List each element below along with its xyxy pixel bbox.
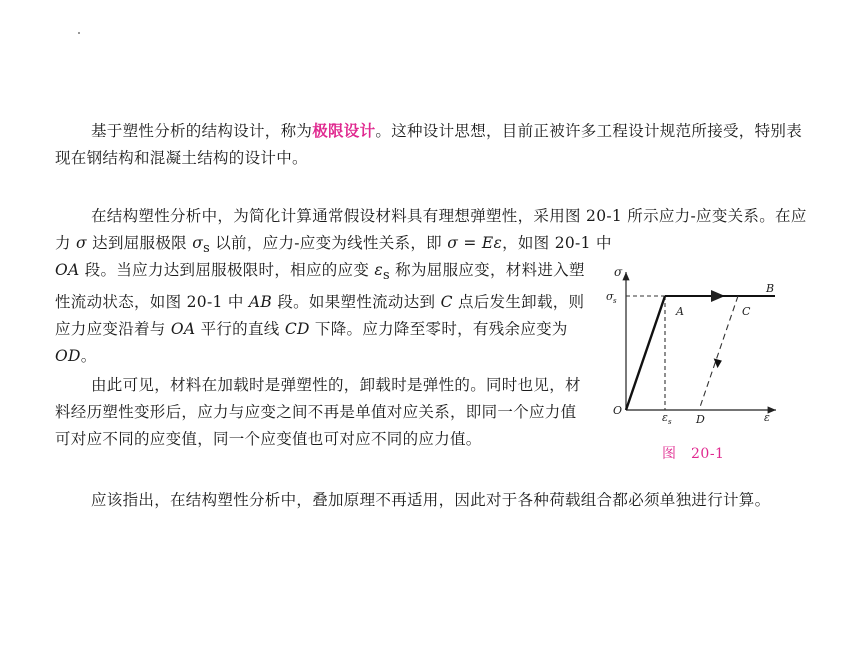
label-eps-s: ε xyxy=(662,411,668,424)
p2-text-10: 下降。应力降至零时，有残余应变为 xyxy=(309,320,568,339)
paragraph-2 xyxy=(55,203,807,262)
p2-text-11: 。 xyxy=(80,347,97,366)
p2-text-9: 平行的直线 xyxy=(195,320,285,339)
label-eps-s-sub: s xyxy=(668,418,672,426)
highlight-term: 极限设计 xyxy=(312,121,376,140)
p2-text-4: ，如图 20-1 中 xyxy=(502,234,612,252)
symbol-epsilon-s-subscript: s xyxy=(383,268,390,284)
line-cd xyxy=(699,296,738,410)
segment-ab: AB xyxy=(248,293,273,312)
label-epsilon: ε xyxy=(764,411,770,424)
stress-strain-figure xyxy=(600,262,790,467)
p2-text-2: 达到屈服极限 xyxy=(86,234,193,252)
paragraph-4 xyxy=(55,487,807,514)
label-c: C xyxy=(742,305,751,318)
symbol-sigma: σ xyxy=(76,234,87,252)
p2-text-8: 点后发生卸载，则应力应变沿着与 xyxy=(55,293,585,339)
p2-text-1: 在结构塑性分析中，为简化计算通常假设材料具有理想弹塑性，采用图 20-1 所示应力-应变关系。在应力 xyxy=(55,207,807,252)
segment-oa-2: OA xyxy=(170,320,196,339)
segment-oa: OA xyxy=(55,261,80,279)
label-sigma: σ xyxy=(614,265,623,279)
formula-hooke: σ = Eε xyxy=(447,234,503,252)
label-b: B xyxy=(766,282,775,295)
paragraph-3 xyxy=(55,372,587,453)
p4-text: 应该指出，在结构塑性分析中，叠加原理不再适用，因此对于各种荷载组合都必须单独进行计算。 xyxy=(91,491,771,509)
point-c: C xyxy=(440,293,453,312)
label-d: D xyxy=(696,413,705,426)
symbol-epsilon-s: ε xyxy=(374,261,383,279)
segment-od: OD xyxy=(55,347,81,366)
p2-text-5: 段。当应力达到屈服极限时，相应的应变 xyxy=(79,261,375,279)
stress-strain-diagram xyxy=(600,262,790,467)
label-a: A xyxy=(676,305,684,318)
line-oa xyxy=(626,296,665,410)
paragraph-1 xyxy=(55,117,807,172)
label-sigma-s: σ xyxy=(606,290,614,303)
stray-dot xyxy=(78,32,80,34)
label-sigma-s-sub: s xyxy=(613,297,617,305)
p2-text-6: 称为屈服应变，材料进入塑性流动状态，如图 20-1 中 xyxy=(55,261,585,312)
symbol-sigma-s-subscript: s xyxy=(203,241,211,257)
paragraph-2-wrap xyxy=(55,257,587,370)
p2-text-7: 段。如果塑性流动达到 xyxy=(272,293,441,312)
p1-text-after: 。这种设计思想，目前正被许多工程设计规范所接受，特别表现在钢结构和混凝土结构的设计中。 xyxy=(55,122,803,167)
p1-text-before: 基于塑性分析的结构设计，称为 xyxy=(91,122,313,140)
p2-text-3: 以前，应力-应变为线性关系，即 xyxy=(210,234,448,252)
segment-cd: CD xyxy=(284,320,310,339)
figure-caption: 图 20-1 xyxy=(662,446,725,462)
p3-text: 由此可见，材料在加载时是弹塑性的，卸载时是弹性的。同时也见，材料经历塑性变形后，应力与应变之间不再是单值对应关系，即同一个应力值可对应不同的应变值，同一个应变值也可对应不同的应力值。 xyxy=(55,376,581,448)
symbol-sigma-s: σ xyxy=(192,234,204,252)
label-o: O xyxy=(613,404,623,417)
